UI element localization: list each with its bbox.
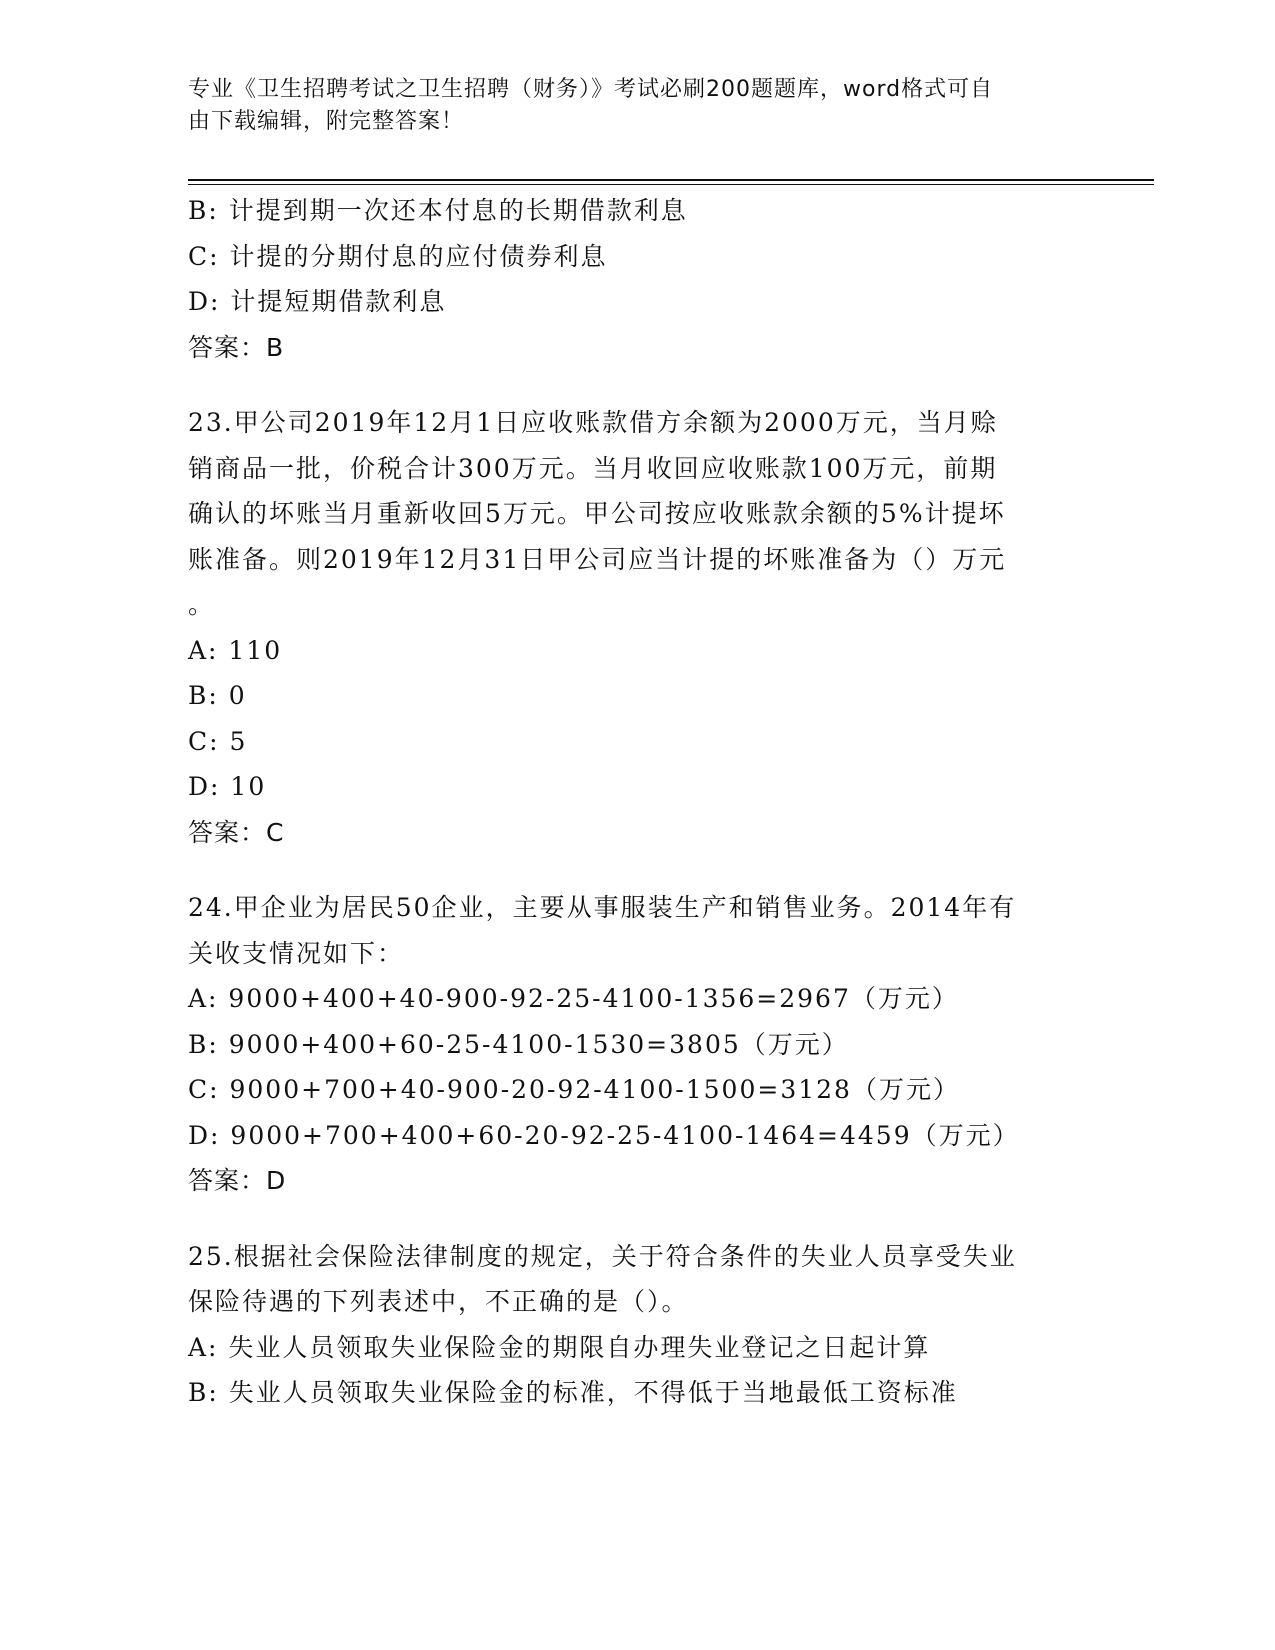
option-b: B: 失业人员领取失业保险金的标准，不得低于当地最低工资标准 xyxy=(188,1378,958,1407)
question-stem-line: 关收支情况如下： xyxy=(188,938,405,968)
option-b: B: 9000+400+60-25-4100-1530=3805（万元） xyxy=(188,1029,849,1059)
answer-line: 答案：C xyxy=(188,817,285,847)
option-c: C: 5 xyxy=(188,726,248,756)
question-25 xyxy=(188,1234,1088,1416)
option-a: A: 110 xyxy=(188,635,283,665)
option-d: D: 9000+700+400+60-20-92-25-4100-1464=4459（万元） xyxy=(188,1120,1020,1150)
question-stem-line: 24.甲企业为居民50企业，主要从事服装生产和销售业务。2014年有 xyxy=(188,893,1017,922)
option-d: D: 计提短期借款利息 xyxy=(188,287,447,316)
question-stem-line: 销商品一批，价税合计300万元。当月收回应收账款100万元，前期 xyxy=(188,453,998,483)
question-stem-line: 23.甲公司2019年12月1日应收账款借方余额为2000万元，当月赊 xyxy=(188,408,998,437)
question-stem-line: 确认的坏账当月重新收回5万元。甲公司按应收账款余额的5%计提坏 xyxy=(188,499,1006,528)
question-23 xyxy=(188,400,1088,855)
question-stem-line: 保险待遇的下列表述中，不正确的是（）。 xyxy=(188,1287,689,1316)
header-rule xyxy=(188,179,1154,185)
answer-line: 答案：D xyxy=(188,1166,287,1195)
question-24 xyxy=(188,885,1088,1204)
option-a: A: 9000+400+40-900-92-25-4100-1356=2967（万元） xyxy=(188,984,959,1013)
option-d: D: 10 xyxy=(188,772,267,801)
answer-line: 答案：B xyxy=(188,332,285,362)
question-stem-line: 25.根据社会保险法律制度的规定，关于符合条件的失业人员享受失业 xyxy=(188,1241,1017,1271)
question-stem-line: 。 xyxy=(188,590,216,619)
option-c: C: 计提的分期付息的应付债券利息 xyxy=(188,241,608,271)
option-a: A: 失业人员领取失业保险金的期限自办理失业登记之日起计算 xyxy=(188,1332,931,1362)
option-b: B: 计提到期一次还本付息的长期借款利息 xyxy=(188,196,688,225)
header-line-1: 专业《卫生招聘考试之卫生招聘（财务）》考试必刷200题题库，word格式可自 xyxy=(188,77,994,102)
page-header xyxy=(188,74,1068,138)
option-c: C: 9000+700+40-900-20-92-4100-1500=3128（万元） xyxy=(188,1075,960,1104)
document-body xyxy=(188,188,1088,1416)
question-22-continued xyxy=(188,188,1088,370)
question-stem-line: 账准备。则2019年12月31日甲公司应当计提的坏账准备为（）万元 xyxy=(188,544,1007,574)
option-b: B: 0 xyxy=(188,681,247,710)
header-line-2: 由下载编辑，附完整答案！ xyxy=(188,109,465,134)
